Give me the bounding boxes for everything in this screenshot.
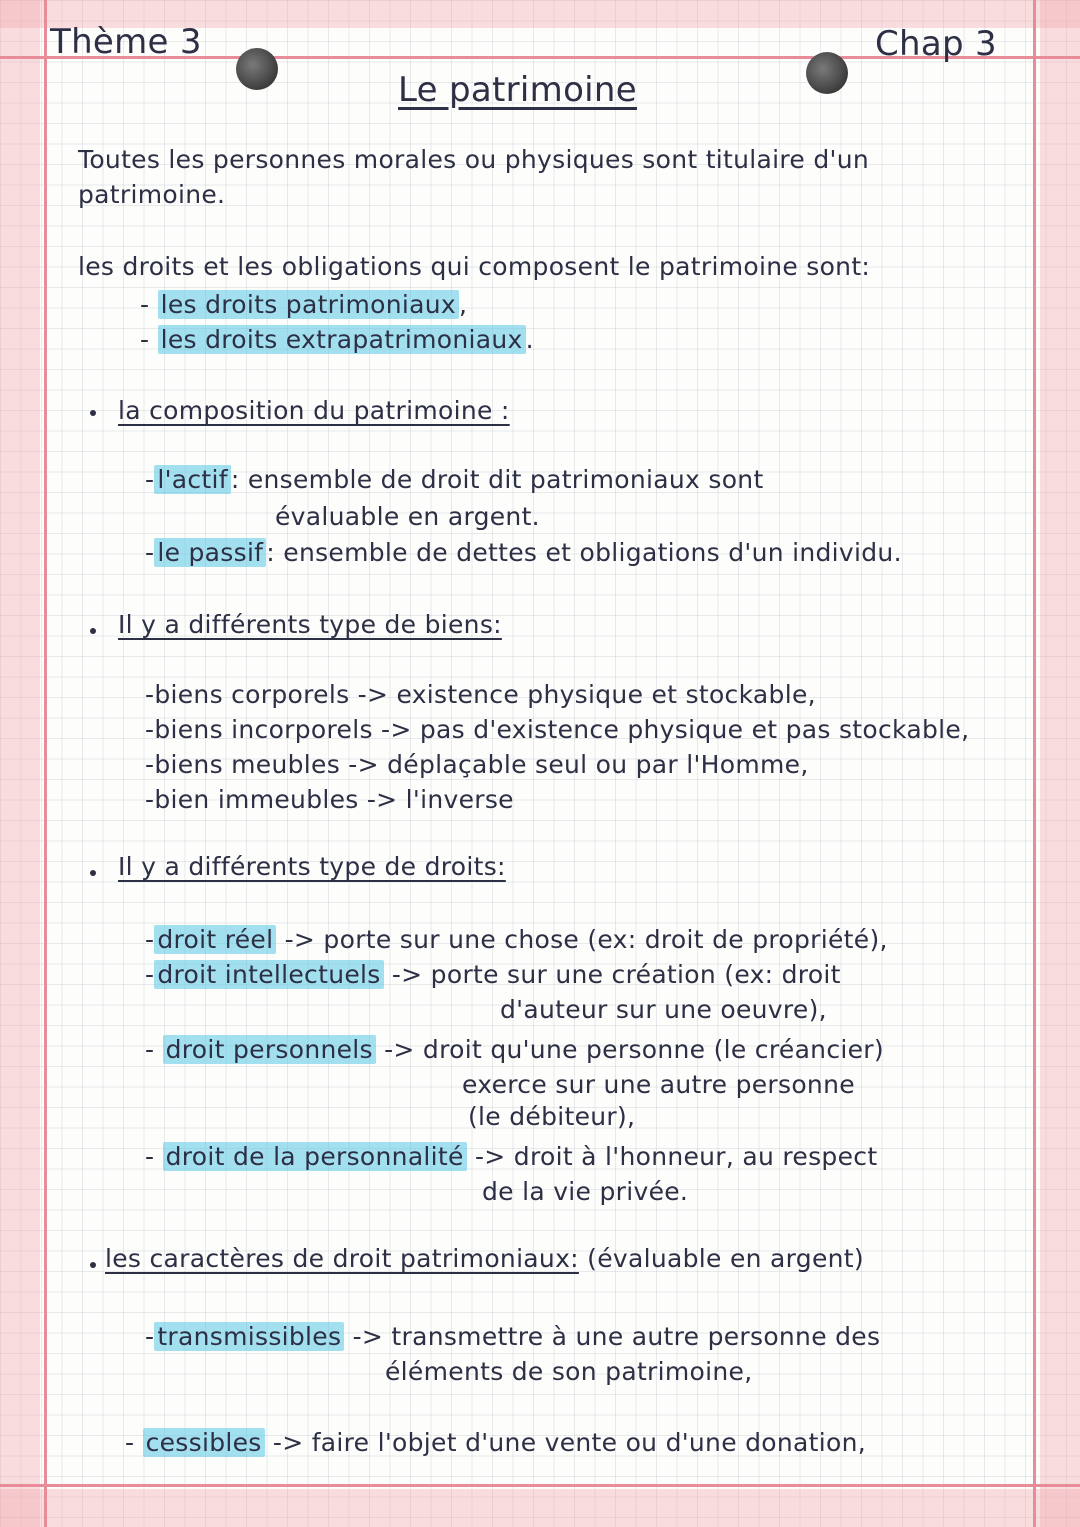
cessibles-term: cessibles	[143, 1428, 265, 1457]
actif-line: - l'actif : ensemble de droit dit patrimoniaux sont	[145, 465, 764, 494]
right-margin	[1040, 0, 1080, 1527]
droit-perso-term: droit personnels	[163, 1035, 376, 1064]
biens-item-text: bien immeubles -> l'inverse	[154, 785, 514, 814]
droit-intel-def-2: d'auteur sur une oeuvre),	[500, 995, 827, 1024]
droit-intel-def-1: -> porte sur une création (ex: droit	[391, 960, 841, 989]
rights-lead: les droits et les obligations qui composent le patrimoine sont:	[78, 252, 871, 281]
chapter-label: Chap 3	[875, 24, 997, 64]
page-title: Le patrimoine	[398, 70, 637, 110]
left-margin	[0, 0, 40, 1527]
bullet	[90, 628, 96, 634]
transmissibles-line: - transmissibles -> transmettre à une autre personne des	[145, 1322, 881, 1351]
punch-hole-right	[806, 52, 848, 94]
punch-hole-left	[236, 48, 278, 90]
intro-line-1: Toutes les personnes morales ou physiques sont titulaire d'un	[78, 145, 869, 174]
droit-personnalite-term: droit de la personnalité	[163, 1142, 467, 1171]
intro-line-2: patrimoine.	[78, 180, 226, 209]
actif-def-1: : ensemble de droit dit patrimoniaux sont	[230, 465, 764, 494]
droits-heading: Il y a différents type de droits:	[118, 852, 506, 881]
droit-intel-term: droit intellectuels	[154, 960, 383, 989]
droit-personnalite-line: - droit de la personnalité -> droit à l'honneur, au respect	[145, 1142, 878, 1171]
caracteres-heading-line	[105, 1244, 864, 1273]
passif-term: le passif	[154, 538, 266, 567]
actif-term: l'actif	[154, 465, 231, 494]
bullet	[90, 870, 96, 876]
droit-perso-def-1: -> droit qu'une personne (le créancier)	[384, 1035, 884, 1064]
biens-item: -biens meubles -> déplaçable seul ou par l'Homme,	[145, 750, 809, 779]
biens-item-text: biens corporels -> existence physique et stockable,	[154, 680, 816, 709]
droit-perso-line: - droit personnels -> droit qu'une personne (le créancier)	[145, 1035, 884, 1064]
droit-personnalite-def-2: de la vie privée.	[482, 1177, 689, 1206]
actif-def-2: évaluable en argent.	[275, 502, 540, 531]
rights-item-2: - les droits extrapatrimoniaux .	[140, 325, 534, 354]
droit-perso-def-3: (le débiteur),	[468, 1102, 636, 1131]
droit-reel-def: -> porte sur une chose (ex: droit de propriété),	[284, 925, 888, 954]
droit-perso-def-2: exerce sur une autre personne	[462, 1070, 855, 1099]
caracteres-note: (évaluable en argent)	[587, 1244, 864, 1273]
biens-item-text: biens incorporels -> pas d'existence physique et pas stockable,	[154, 715, 970, 744]
rights-item-2-end: .	[525, 325, 534, 354]
composition-heading: la composition du patrimoine :	[118, 396, 510, 425]
transmissibles-term: transmissibles	[154, 1322, 344, 1351]
droit-reel-term: droit réel	[154, 925, 276, 954]
bullet	[90, 410, 96, 416]
droit-intel-line: - droit intellectuels -> porte sur une création (ex: droit	[145, 960, 841, 989]
bottom-margin-line	[0, 1484, 1080, 1487]
rights-item-1-text: les droits patrimoniaux	[158, 290, 459, 319]
rights-item-2-text: les droits extrapatrimoniaux	[158, 325, 526, 354]
right-margin-line	[1033, 0, 1036, 1527]
biens-heading: Il y a différents type de biens:	[118, 610, 502, 639]
theme-label: Thème 3	[50, 22, 202, 62]
left-margin-line	[44, 0, 47, 1527]
biens-item: -bien immeubles -> l'inverse	[145, 785, 514, 814]
biens-item-text: biens meubles -> déplaçable seul ou par l'Homme,	[154, 750, 809, 779]
droit-reel-line: - droit réel -> porte sur une chose (ex: droit de propriété),	[145, 925, 888, 954]
biens-item: -biens incorporels -> pas d'existence physique et pas stockable,	[145, 715, 970, 744]
biens-item: -biens corporels -> existence physique et stockable,	[145, 680, 816, 709]
rights-item-1-end: ,	[459, 290, 468, 319]
cessibles-def: -> faire l'objet d'une vente ou d'une donation,	[272, 1428, 866, 1457]
caracteres-heading: les caractères de droit patrimoniaux:	[105, 1244, 579, 1273]
bottom-margin	[0, 1489, 1080, 1527]
transmissibles-def-2: éléments de son patrimoine,	[385, 1357, 753, 1386]
droit-personnalite-def-1: -> droit à l'honneur, au respect	[474, 1142, 878, 1171]
bullet	[90, 1262, 96, 1268]
cessibles-line: - cessibles -> faire l'objet d'une vente ou d'une donation,	[125, 1428, 866, 1457]
rights-item-1: - les droits patrimoniaux ,	[140, 290, 468, 319]
transmissibles-def-1: -> transmettre à une autre personne des	[352, 1322, 881, 1351]
passif-line: - le passif : ensemble de dettes et obligations d'un individu.	[145, 538, 902, 567]
passif-def: : ensemble de dettes et obligations d'un individu.	[266, 538, 902, 567]
